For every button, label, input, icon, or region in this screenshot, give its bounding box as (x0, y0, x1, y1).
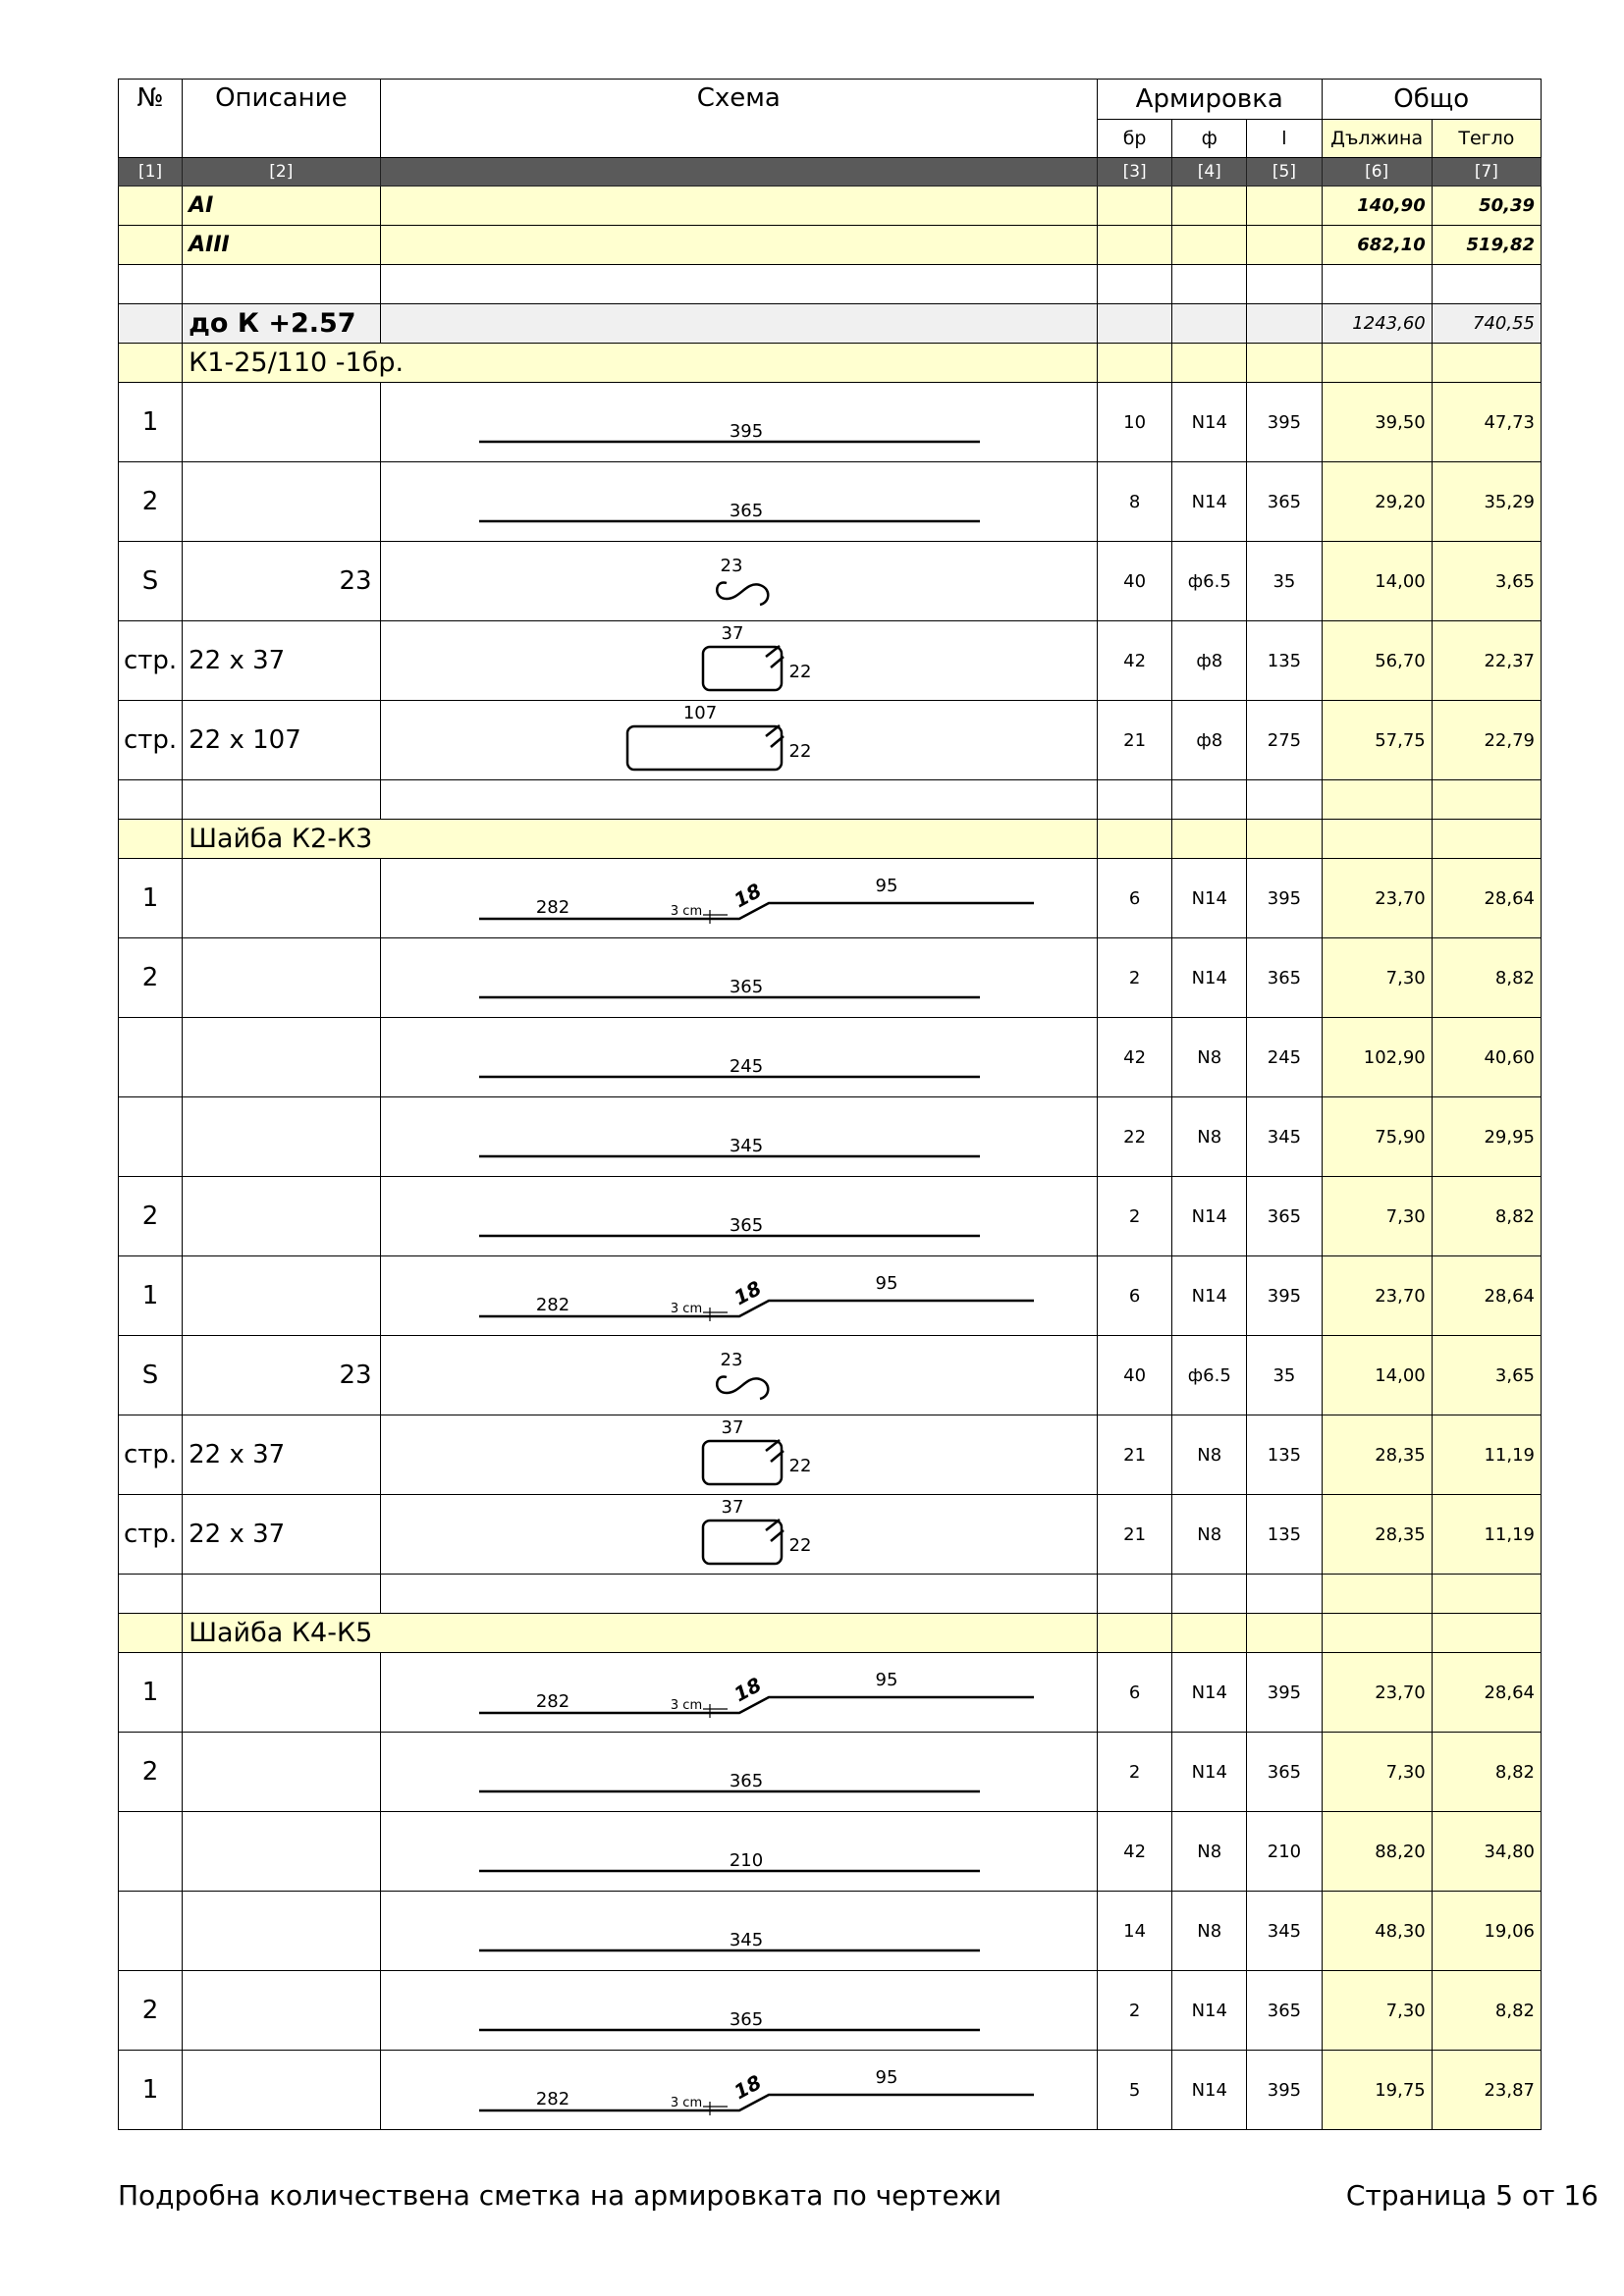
summary-weight: 519,82 (1432, 226, 1541, 265)
rebar-scheme (380, 1256, 1098, 1336)
bar-count: 10 (1098, 383, 1172, 462)
rebar-scheme (380, 1733, 1098, 1812)
total-length: 23,70 (1322, 1256, 1432, 1336)
index-cell: [6] (1322, 158, 1432, 187)
section-title: К1-25/110 -1бр. (183, 344, 1098, 383)
summary-weight: 50,39 (1432, 187, 1541, 226)
scheme-label: 365 (729, 1215, 763, 1236)
total-weight: 23,87 (1432, 2051, 1541, 2130)
header-reinforcement: Армировка (1098, 80, 1322, 120)
total-length: 88,20 (1322, 1812, 1432, 1892)
schedule-row (119, 1097, 1542, 1177)
bar-diameter: N8 (1172, 1892, 1247, 1971)
row-number: 2 (119, 1971, 183, 2051)
rebar-scheme-drawing (381, 462, 1097, 541)
bar-diameter: N14 (1172, 1733, 1247, 1812)
total-length: 23,70 (1322, 1653, 1432, 1733)
bar-diameter: N8 (1172, 1812, 1247, 1892)
bar-length: 365 (1247, 938, 1322, 1018)
summary-row-aiii (119, 226, 1542, 265)
total-length: 29,20 (1322, 462, 1432, 542)
schedule-row (119, 1653, 1542, 1733)
scheme-label: 3 cm (670, 2096, 702, 2110)
scheme-label: 95 (875, 1670, 897, 1690)
scheme-label: 282 (535, 1691, 569, 1712)
total-length: 75,90 (1322, 1097, 1432, 1177)
footer-title: Подробна количествена сметка на армировката по чертежи (118, 2179, 1002, 2212)
rebar-scheme (380, 1177, 1098, 1256)
total-weight: 28,64 (1432, 1653, 1541, 1733)
total-length: 7,30 (1322, 1177, 1432, 1256)
rebar-scheme (380, 1097, 1098, 1177)
row-description (183, 1177, 380, 1256)
total-weight: 3,65 (1432, 1336, 1541, 1415)
bar-count: 42 (1098, 621, 1172, 701)
scheme-label: 23 (720, 556, 742, 576)
bar-length: 395 (1247, 1653, 1322, 1733)
index-cell: [1] (119, 158, 183, 187)
schedule-row (119, 1177, 1542, 1256)
rebar-scheme-drawing (381, 1495, 1097, 1574)
scheme-label: 282 (535, 1295, 569, 1315)
schedule-row (119, 2051, 1542, 2130)
row-description: 22 x 37 (183, 1495, 380, 1575)
rebar-scheme (380, 1892, 1098, 1971)
schedule-row (119, 701, 1542, 780)
bar-length: 345 (1247, 1892, 1322, 1971)
bar-length: 210 (1247, 1812, 1322, 1892)
scheme-label: 22 (788, 741, 811, 762)
summary-length: 140,90 (1322, 187, 1432, 226)
summary-row-ai (119, 187, 1542, 226)
bar-length: 135 (1247, 1495, 1322, 1575)
rebar-scheme-drawing (381, 542, 1097, 620)
row-description: 22 x 37 (183, 1415, 380, 1495)
rebar-scheme-drawing (381, 1971, 1097, 2050)
rebar-scheme (380, 542, 1098, 621)
schedule-row (119, 1495, 1542, 1575)
section-header-row (119, 1614, 1542, 1653)
scheme-label: 22 (788, 1535, 811, 1556)
scheme-label: 18 (730, 2069, 765, 2105)
scheme-label: 210 (729, 1850, 763, 1871)
bar-diameter: N14 (1172, 859, 1247, 938)
scheme-label: 95 (875, 876, 897, 896)
scheme-label: 345 (729, 1136, 763, 1156)
rebar-scheme (380, 1336, 1098, 1415)
bar-length: 395 (1247, 1256, 1322, 1336)
scheme-label: 95 (875, 2067, 897, 2088)
rebar-scheme-drawing (381, 1653, 1097, 1732)
rebar-scheme (380, 1812, 1098, 1892)
bar-count: 42 (1098, 1018, 1172, 1097)
bar-diameter: N14 (1172, 2051, 1247, 2130)
bar-count: 2 (1098, 1971, 1172, 2051)
row-description: 22 x 37 (183, 621, 380, 701)
bar-length: 365 (1247, 1971, 1322, 2051)
total-weight: 28,64 (1432, 859, 1541, 938)
total-length: 39,50 (1322, 383, 1432, 462)
row-description (183, 462, 380, 542)
total-weight: 28,64 (1432, 1256, 1541, 1336)
summary-label: AI (183, 187, 380, 226)
bar-length: 365 (1247, 1733, 1322, 1812)
row-description (183, 1256, 380, 1336)
rebar-scheme (380, 938, 1098, 1018)
bar-count: 40 (1098, 1336, 1172, 1415)
row-number (119, 1892, 183, 1971)
row-description (183, 383, 380, 462)
rebar-scheme-drawing (381, 1097, 1097, 1176)
rebar-scheme-drawing (381, 1812, 1097, 1891)
total-length: 14,00 (1322, 1336, 1432, 1415)
row-number: стр. (119, 621, 183, 701)
row-description (183, 859, 380, 938)
total-length: 48,30 (1322, 1892, 1432, 1971)
bar-count: 2 (1098, 1177, 1172, 1256)
rebar-scheme-drawing (381, 2051, 1097, 2129)
bar-count: 5 (1098, 2051, 1172, 2130)
scheme-label: 3 cm (670, 1698, 702, 1713)
total-weight: 11,19 (1432, 1415, 1541, 1495)
scheme-label: 3 cm (670, 1302, 702, 1316)
total-weight: 34,80 (1432, 1812, 1541, 1892)
level-weight: 740,55 (1432, 304, 1541, 344)
row-number (119, 1812, 183, 1892)
row-description (183, 1971, 380, 2051)
bar-length: 135 (1247, 621, 1322, 701)
bar-count: 14 (1098, 1892, 1172, 1971)
bar-count: 2 (1098, 938, 1172, 1018)
row-number: 1 (119, 1653, 183, 1733)
row-number (119, 1097, 183, 1177)
index-cell: [3] (1098, 158, 1172, 187)
header-count: бр (1098, 120, 1172, 158)
schedule-row (119, 462, 1542, 542)
row-description (183, 1733, 380, 1812)
bar-length: 395 (1247, 383, 1322, 462)
bar-count: 21 (1098, 701, 1172, 780)
rebar-scheme (380, 621, 1098, 701)
schedule-row (119, 621, 1542, 701)
row-number: S (119, 542, 183, 621)
scheme-label: 18 (730, 1275, 765, 1310)
rebar-scheme-drawing (381, 1336, 1097, 1415)
schedule-row (119, 1892, 1542, 1971)
bar-diameter: ф8 (1172, 621, 1247, 701)
rebar-scheme (380, 1495, 1098, 1575)
page-number: Страница 5 от 16 (1345, 2179, 1598, 2212)
rebar-scheme-drawing (381, 859, 1097, 937)
bar-count: 6 (1098, 1256, 1172, 1336)
scheme-label: 282 (535, 897, 569, 918)
scheme-label: 37 (721, 623, 743, 644)
schedule-row (119, 1018, 1542, 1097)
bar-length: 365 (1247, 1177, 1322, 1256)
scheme-label: 22 (788, 662, 811, 682)
bar-count: 21 (1098, 1415, 1172, 1495)
level-length: 1243,60 (1322, 304, 1432, 344)
row-number: 2 (119, 938, 183, 1018)
header-weight: Тегло (1432, 120, 1541, 158)
total-weight: 11,19 (1432, 1495, 1541, 1575)
total-length: 7,30 (1322, 1733, 1432, 1812)
bar-diameter: N14 (1172, 1653, 1247, 1733)
total-weight: 40,60 (1432, 1018, 1541, 1097)
index-cell: [5] (1247, 158, 1322, 187)
scheme-label: 107 (682, 703, 717, 723)
rebar-scheme (380, 1415, 1098, 1495)
bar-length: 275 (1247, 701, 1322, 780)
rebar-scheme (380, 859, 1098, 938)
scheme-label: 37 (721, 1417, 743, 1438)
total-weight: 47,73 (1432, 383, 1541, 462)
schedule-row (119, 1336, 1542, 1415)
rebar-scheme (380, 1018, 1098, 1097)
bar-count: 21 (1098, 1495, 1172, 1575)
total-length: 14,00 (1322, 542, 1432, 621)
bar-diameter: N8 (1172, 1097, 1247, 1177)
bar-length: 365 (1247, 462, 1322, 542)
row-description (183, 1653, 380, 1733)
row-description: 23 (183, 1336, 380, 1415)
row-number: стр. (119, 1495, 183, 1575)
row-number (119, 1018, 183, 1097)
bar-count: 22 (1098, 1097, 1172, 1177)
rebar-scheme-drawing (381, 938, 1097, 1017)
bar-count: 6 (1098, 1653, 1172, 1733)
total-length: 28,35 (1322, 1415, 1432, 1495)
row-description (183, 1018, 380, 1097)
bar-diameter: N14 (1172, 1256, 1247, 1336)
total-weight: 8,82 (1432, 1177, 1541, 1256)
row-description (183, 1812, 380, 1892)
bar-length: 345 (1247, 1097, 1322, 1177)
bar-length: 245 (1247, 1018, 1322, 1097)
rebar-scheme-drawing (381, 1892, 1097, 1970)
total-weight: 22,79 (1432, 701, 1541, 780)
scheme-label: 245 (729, 1056, 763, 1077)
row-number: 1 (119, 2051, 183, 2130)
total-weight: 29,95 (1432, 1097, 1541, 1177)
bar-diameter: N14 (1172, 383, 1247, 462)
scheme-label: 22 (788, 1456, 811, 1476)
total-length: 57,75 (1322, 701, 1432, 780)
reinforcement-schedule-table (118, 79, 1542, 2130)
bar-diameter: N8 (1172, 1415, 1247, 1495)
scheme-label: 37 (721, 1497, 743, 1518)
total-length: 23,70 (1322, 859, 1432, 938)
bar-diameter: N8 (1172, 1495, 1247, 1575)
rebar-scheme-drawing (381, 1733, 1097, 1811)
total-weight: 8,82 (1432, 1733, 1541, 1812)
bar-count: 2 (1098, 1733, 1172, 1812)
bar-diameter: N14 (1172, 938, 1247, 1018)
scheme-label: 395 (729, 421, 763, 442)
bar-count: 42 (1098, 1812, 1172, 1892)
summary-label: AIII (183, 226, 380, 265)
schedule-row (119, 938, 1542, 1018)
rebar-scheme (380, 462, 1098, 542)
header-no: № (119, 80, 183, 158)
total-weight: 3,65 (1432, 542, 1541, 621)
scheme-label: 365 (729, 2009, 763, 2030)
bar-count: 6 (1098, 859, 1172, 938)
row-description (183, 1892, 380, 1971)
schedule-row (119, 1812, 1542, 1892)
rebar-scheme-drawing (381, 1018, 1097, 1096)
bar-diameter: ф6.5 (1172, 1336, 1247, 1415)
scheme-label: 365 (729, 501, 763, 521)
row-description (183, 1097, 380, 1177)
row-number: 2 (119, 1733, 183, 1812)
level-row (119, 304, 1542, 344)
total-weight: 8,82 (1432, 938, 1541, 1018)
scheme-label: 365 (729, 977, 763, 997)
total-weight: 35,29 (1432, 462, 1541, 542)
row-description (183, 2051, 380, 2130)
scheme-label: 282 (535, 2089, 569, 2109)
index-cell (380, 158, 1098, 187)
total-length: 19,75 (1322, 2051, 1432, 2130)
summary-length: 682,10 (1322, 226, 1432, 265)
index-cell: [7] (1432, 158, 1541, 187)
rebar-scheme (380, 701, 1098, 780)
rebar-scheme (380, 1653, 1098, 1733)
scheme-label: 365 (729, 1771, 763, 1791)
section-header-row (119, 344, 1542, 383)
index-row (119, 158, 1542, 187)
total-weight: 8,82 (1432, 1971, 1541, 2051)
index-cell: [4] (1172, 158, 1247, 187)
index-cell: [2] (183, 158, 380, 187)
section-title: Шайба К4-К5 (183, 1614, 1098, 1653)
total-length: 7,30 (1322, 938, 1432, 1018)
schedule-row (119, 1256, 1542, 1336)
row-description (183, 938, 380, 1018)
rebar-scheme-drawing (381, 383, 1097, 461)
row-description: 23 (183, 542, 380, 621)
bar-diameter: N14 (1172, 462, 1247, 542)
bar-count: 40 (1098, 542, 1172, 621)
bar-diameter: ф6.5 (1172, 542, 1247, 621)
bar-length: 135 (1247, 1415, 1322, 1495)
schedule-row (119, 383, 1542, 462)
scheme-label: 3 cm (670, 904, 702, 919)
total-length: 28,35 (1322, 1495, 1432, 1575)
level-label: до К +2.57 (183, 304, 380, 344)
scheme-label: 95 (875, 1273, 897, 1294)
bar-diameter: N14 (1172, 1971, 1247, 2051)
row-number: 1 (119, 1256, 183, 1336)
row-number: 2 (119, 462, 183, 542)
row-number: стр. (119, 1415, 183, 1495)
bar-diameter: N8 (1172, 1018, 1247, 1097)
scheme-label: 345 (729, 1930, 763, 1950)
bar-length: 395 (1247, 2051, 1322, 2130)
schedule-row (119, 1971, 1542, 2051)
header-description: Описание (183, 80, 380, 158)
section-header-row (119, 820, 1542, 859)
total-length: 102,90 (1322, 1018, 1432, 1097)
header-total: Общо (1322, 80, 1541, 120)
rebar-scheme (380, 1971, 1098, 2051)
header-diameter: ф (1172, 120, 1247, 158)
scheme-label: 23 (720, 1350, 742, 1370)
scheme-label: 18 (730, 1672, 765, 1707)
rebar-scheme-drawing (381, 621, 1097, 700)
rebar-scheme (380, 383, 1098, 462)
row-description: 22 x 107 (183, 701, 380, 780)
schedule-row (119, 859, 1542, 938)
row-number: 2 (119, 1177, 183, 1256)
bar-length: 395 (1247, 859, 1322, 938)
schedule-row (119, 542, 1542, 621)
row-number: 1 (119, 859, 183, 938)
bar-length: 35 (1247, 1336, 1322, 1415)
rebar-scheme (380, 2051, 1098, 2130)
total-weight: 19,06 (1432, 1892, 1541, 1971)
row-number: 1 (119, 383, 183, 462)
bar-count: 8 (1098, 462, 1172, 542)
scheme-label: 18 (730, 878, 765, 913)
bar-length: 35 (1247, 542, 1322, 621)
total-length: 7,30 (1322, 1971, 1432, 2051)
total-weight: 22,37 (1432, 621, 1541, 701)
header-total-length: Дължина (1322, 120, 1432, 158)
rebar-scheme-drawing (381, 1415, 1097, 1494)
rebar-scheme-drawing (381, 701, 1097, 779)
rebar-scheme-drawing (381, 1177, 1097, 1255)
schedule-row (119, 1733, 1542, 1812)
schedule-row (119, 1415, 1542, 1495)
row-number: стр. (119, 701, 183, 780)
bar-diameter: N14 (1172, 1177, 1247, 1256)
header-scheme: Схема (380, 80, 1098, 158)
row-number: S (119, 1336, 183, 1415)
rebar-scheme-drawing (381, 1256, 1097, 1335)
total-length: 56,70 (1322, 621, 1432, 701)
section-title: Шайба К2-К3 (183, 820, 1098, 859)
header-length: l (1247, 120, 1322, 158)
bar-diameter: ф8 (1172, 701, 1247, 780)
